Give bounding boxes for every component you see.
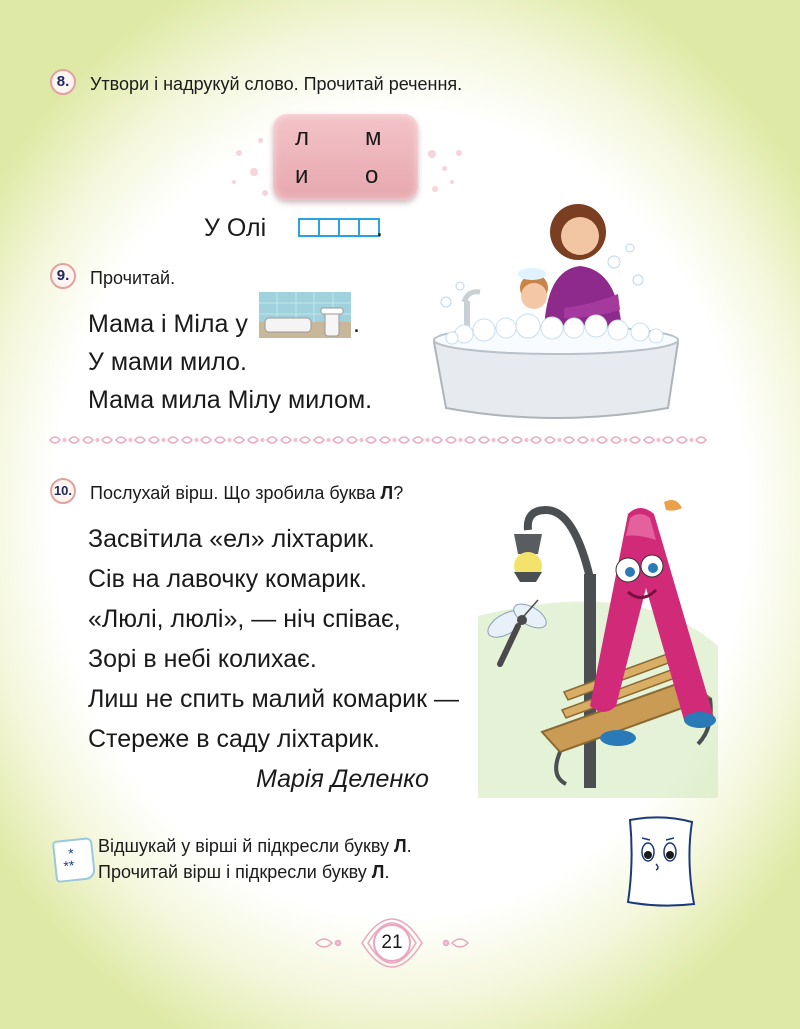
poem-line-5: Лиш не спить малий комарик — <box>88 685 459 713</box>
tile-letter-2: м <box>365 124 382 151</box>
task-number-8: 8. <box>50 69 76 95</box>
task8-sentence: У Олі <box>204 214 267 242</box>
extra-task-star-icon <box>52 837 96 883</box>
task9-line1: Мама і Міла у <box>88 310 248 338</box>
extra-line-1-text: Відшукай у вірші й підкресли букву <box>98 836 390 856</box>
task9-line2: У мами мило. <box>88 348 247 376</box>
star-mark-top: * <box>67 845 75 862</box>
task8-instruction: Утвори і надрукуй слово. Прочитай речення. <box>90 74 463 94</box>
task8-sentence-end: . <box>376 214 383 242</box>
bath-illustration <box>424 192 686 424</box>
page-number: 21 <box>381 932 403 953</box>
extra-line-2-text: Прочитай вірш і підкресли букву <box>98 862 367 882</box>
poem-line-6: Стереже в саду ліхтарик. <box>88 725 381 753</box>
extra-line-2 <box>98 862 389 883</box>
task10-instruction-end: ? <box>393 483 404 503</box>
poem-line-3: «Люлі, люлі», — ніч співає, <box>88 605 401 633</box>
tile-letter-4: о <box>365 162 379 189</box>
poem-line-4: Зорі в небі колихає. <box>88 645 317 673</box>
extra-line-2-letter: Л <box>371 862 385 882</box>
task10-instruction-letter: Л <box>380 483 394 503</box>
extra-line-2-end: . <box>384 862 390 882</box>
ornament-divider <box>48 433 708 447</box>
extra-line-1-letter: Л <box>394 836 407 856</box>
extra-line-1-end: . <box>406 836 412 856</box>
star-mark-bottom: ** <box>62 857 76 875</box>
poem-line-1: Засвітила «ел» ліхтарик. <box>88 525 375 553</box>
task9-line1-end: . <box>353 310 360 338</box>
letter-tile <box>273 114 418 200</box>
task10-instruction-text: Послухай вірш. Що зробила буква <box>90 483 376 503</box>
letter-l-illustration <box>478 496 718 798</box>
task9-instruction: Прочитай. <box>90 268 176 288</box>
bathroom-picture <box>259 292 351 338</box>
task-number-10: 10. <box>50 478 76 504</box>
tile-letter-3: и <box>295 162 309 189</box>
task10-instruction <box>90 483 403 504</box>
task-number-9: 9. <box>50 263 76 289</box>
poem-author: Марія Деленко <box>256 765 429 793</box>
answer-cell[interactable] <box>298 218 320 237</box>
extra-line-1 <box>98 836 412 857</box>
answer-cell[interactable] <box>338 218 360 237</box>
answer-cell[interactable] <box>318 218 340 237</box>
tile-letter-1: л <box>295 124 310 151</box>
poem-line-2: Сів на лавочку комарик. <box>88 565 367 593</box>
task9-line3: Мама мила Мілу милом. <box>88 386 373 414</box>
paper-sheet-character <box>620 812 700 912</box>
answer-cells[interactable] <box>298 218 378 237</box>
